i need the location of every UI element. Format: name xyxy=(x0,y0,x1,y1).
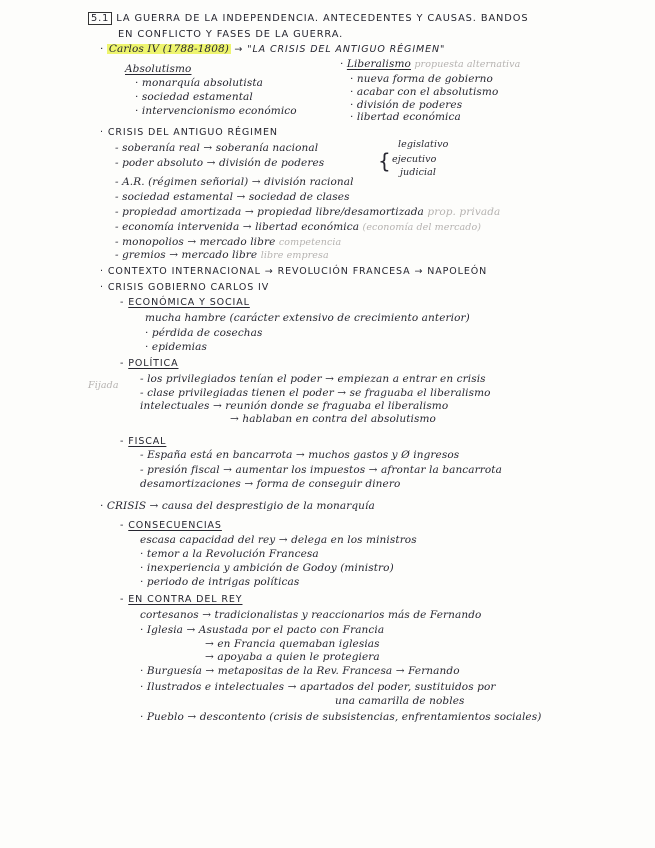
fis-1: - España está en bancarrota → muchos gastos y Ø ingresos xyxy=(140,449,460,461)
pol-3: intelectuales → reunión donde se fraguaba el liberalismo xyxy=(140,400,449,412)
pol-2: - clase privilegiadas tienen el poder → se fraguaba el liberalismo xyxy=(140,387,491,399)
lib-item-4: · libertad económica xyxy=(350,111,461,123)
gobierno-head: · CRISIS GOBIERNO CARLOS IV xyxy=(100,282,270,293)
cons-1: escasa capacidad del rey → delega en los ministros xyxy=(140,534,417,546)
abs-item-1: · monarquía absolutista xyxy=(135,77,264,89)
absolutismo-head: Absolutismo xyxy=(125,63,192,75)
contra-2: · Iglesia → Asustada por el pacto con Francia xyxy=(140,624,385,636)
crisis-ar-jud: judicial xyxy=(400,167,437,178)
lib-item-3: · división de poderes xyxy=(350,99,463,111)
section-number: 5.1 xyxy=(88,12,112,25)
libre-empresa-note: libre empresa xyxy=(260,250,329,261)
contra-5: · Burguesía → metapositas de la Rev. Francesa → Fernando xyxy=(140,665,460,677)
contra-3: → en Francia quemaban iglesias xyxy=(205,638,380,650)
crisis-ar-l3: - A.R. (régimen señorial) → división racional xyxy=(115,176,354,188)
powers-brace: { xyxy=(378,149,391,173)
contra-1: cortesanos → tradicionalistas y reaccionarios más de Fernando xyxy=(140,609,482,621)
carlos-crisis: → "LA CRISIS DEL ANTIGUO RÉGIMEN" xyxy=(234,44,446,55)
title-line-1 xyxy=(88,12,528,25)
title-text-2: EN CONFLICTO Y FASES DE LA GUERRA. xyxy=(118,29,344,40)
prop-privada-note: prop. privada xyxy=(427,206,501,218)
crisis2-head: · CRISIS → causa del desprestigio de la monarquía xyxy=(100,500,375,512)
cons-4: · periodo de intrigas políticas xyxy=(140,576,300,588)
liberalismo-line: · Liberalismo propuesta alternativa xyxy=(340,58,521,70)
cons-head: - CONSECUENCIAS xyxy=(120,520,222,531)
pol-4: → hablaban en contra del absolutismo xyxy=(230,413,436,425)
crisis-ar-leg: legislativo xyxy=(398,139,449,150)
crisis-ar-l6: - economía intervenida → libertad económica (economía del mercado) xyxy=(115,221,482,233)
carlos-line: · Carlos IV (1788-1808) → "LA CRISIS DEL ANTIGUO RÉGIMEN" xyxy=(100,43,446,55)
cons-2: · temor a la Revolución Francesa xyxy=(140,548,319,560)
fis-2: - presión fiscal → aumentar los impuestos → afrontar la bancarrota xyxy=(140,464,502,476)
crisis-ar-l5: - propiedad amortizada → propiedad libre/desamortizada prop. privada xyxy=(115,206,501,218)
contra-head: - EN CONTRA DEL REY xyxy=(120,594,243,605)
crisis-ar-ejec: ejecutivo xyxy=(392,154,437,165)
crisis-ar-head: · CRISIS DEL ANTIGUO RÉGIMEN xyxy=(100,127,278,138)
contexto-line: · CONTEXTO INTERNACIONAL → REVOLUCIÓN FRANCESA → NAPOLEÓN xyxy=(100,266,488,277)
abs-item-2: · sociedad estamental xyxy=(135,91,253,103)
lib-item-1: · nueva forma de gobierno xyxy=(350,73,493,85)
contra-6: · Ilustrados e intelectuales → apartados del poder, sustituidos por xyxy=(140,681,496,693)
eco-item-3: · epidemias xyxy=(145,341,207,353)
economia-mercado-note: (economía del mercado) xyxy=(362,222,482,233)
contra-8: · Pueblo → descontento (crisis de subsistencias, enfrentamientos sociales) xyxy=(140,711,542,723)
crisis-ar-l8: - gremios → mercado libre libre empresa xyxy=(115,249,329,261)
liberalismo-note: propuesta alternativa xyxy=(414,59,521,70)
crisis-ar-l2: - poder absoluto → división de poderes xyxy=(115,157,325,169)
crisis-ar-l4: - sociedad estamental → sociedad de clases xyxy=(115,191,350,203)
contra-4: → apoyaba a quien le protegiera xyxy=(205,651,380,663)
title-line-2 xyxy=(118,28,343,41)
liberalismo-head: Liberalismo xyxy=(346,58,411,70)
side-note: Fijada xyxy=(88,380,119,391)
carlos-name: Carlos IV (1788-1808) xyxy=(108,43,229,55)
fis-3: desamortizaciones → forma de conseguir dinero xyxy=(140,478,401,490)
contra-7: una camarilla de nobles xyxy=(335,695,465,707)
crisis-ar-l7: - monopolios → mercado libre competencia xyxy=(115,236,342,248)
lib-item-2: · acabar con el absolutismo xyxy=(350,86,499,98)
eco-item-1: mucha hambre (carácter extensivo de crecimiento anterior) xyxy=(145,312,470,324)
fis-head: - FISCAL xyxy=(120,436,167,447)
title-text-1: LA GUERRA DE LA INDEPENDENCIA. ANTECEDENTES Y CAUSAS. BANDOS xyxy=(116,13,529,24)
competencia-note: competencia xyxy=(278,237,342,248)
cons-3: · inexperiencia y ambición de Godoy (ministro) xyxy=(140,562,394,574)
pol-head: - POLÍTICA xyxy=(120,358,179,369)
pol-1: - los privilegiados tenían el poder → empiezan a entrar en crisis xyxy=(140,373,486,385)
abs-item-3: · intervencionismo económico xyxy=(135,105,297,117)
crisis-ar-l1: - soberanía real → soberanía nacional xyxy=(115,142,319,154)
eco-item-2: · pérdida de cosechas xyxy=(145,327,263,339)
eco-head: - ECONÓMICA Y SOCIAL xyxy=(120,297,250,308)
